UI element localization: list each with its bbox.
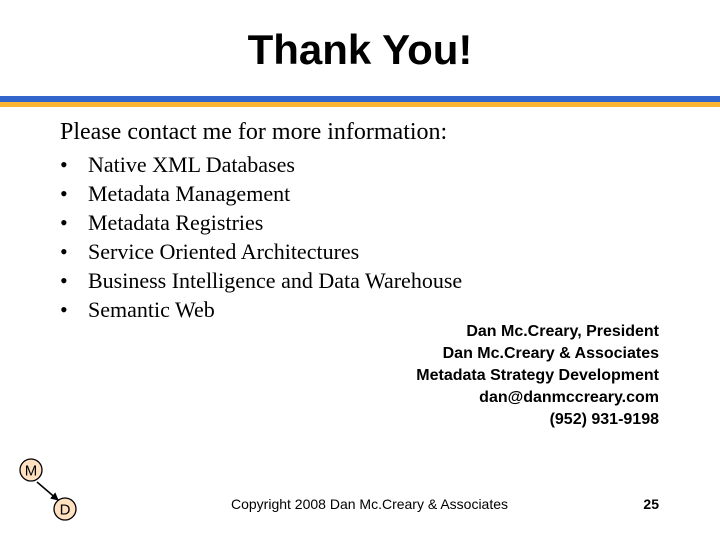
logo-arrow (37, 482, 58, 500)
topic-list (60, 150, 462, 324)
contact-company: Dan Mc.Creary & Associates (442, 345, 659, 362)
contact-phone: (952) 931-9198 (549, 411, 659, 428)
copyright-text: Copyright 2008 Dan Mc.Creary & Associates (231, 496, 509, 512)
logo-node-d-label: D (59, 501, 71, 519)
bullet-icon: • (60, 152, 68, 177)
list-item (60, 295, 462, 324)
md-logo-icon (15, 455, 95, 535)
list-item (60, 208, 462, 237)
page-number: 25 (643, 496, 659, 512)
contact-block (416, 321, 659, 431)
list-item-label: Metadata Management (88, 181, 291, 206)
list-item-label: Semantic Web (88, 297, 215, 322)
bullet-icon: • (60, 181, 68, 206)
contact-name: Dan Mc.Creary, President (466, 323, 659, 340)
intro-text: Please contact me for more information: (60, 119, 448, 145)
list-item-label: Business Intelligence and Data Warehouse (88, 268, 463, 293)
list-item (60, 179, 462, 208)
list-item-label: Service Oriented Architectures (88, 239, 360, 264)
bullet-icon: • (60, 297, 68, 322)
bullet-icon: • (60, 239, 68, 264)
bullet-icon: • (60, 210, 68, 235)
list-item (60, 266, 462, 295)
slide-title: Thank You! (247, 26, 473, 73)
logo-node-m-label: M (24, 462, 38, 480)
bullet-icon: • (60, 268, 68, 293)
list-item (60, 150, 462, 179)
list-item-label: Native XML Databases (88, 152, 295, 177)
contact-email[interactable]: dan@danmccreary.com (479, 389, 659, 406)
contact-tagline: Metadata Strategy Development (416, 367, 659, 384)
list-item (60, 237, 462, 266)
header-divider-orange (0, 102, 720, 107)
list-item-label: Metadata Registries (88, 210, 264, 235)
